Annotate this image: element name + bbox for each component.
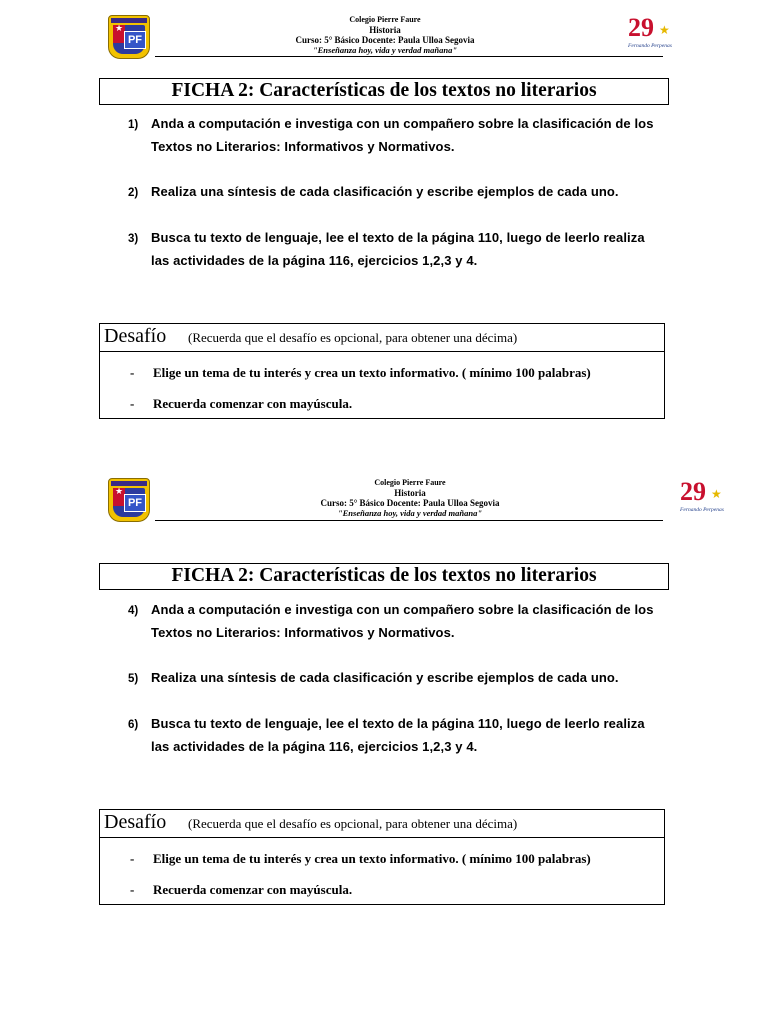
item-number: 4) xyxy=(128,605,139,617)
svg-text:★: ★ xyxy=(711,487,722,501)
item-text: Busca tu texto de lenguaje, lee el texto de la página 110, luego de leerlo realiza las actividades de la página 116, ejercicios 1,2,3 y 4. xyxy=(151,230,645,268)
subject: Historia xyxy=(394,488,426,498)
school-crest-logo: ★ PF xyxy=(108,478,150,522)
item-number: 1) xyxy=(128,119,139,131)
anniversary-number: 29 xyxy=(680,477,706,506)
item-text: Anda a computación e investiga con un compañero sobre la clasificación de los Textos no Literarios: Informativos y Normativos. xyxy=(151,602,654,640)
sheet-title-1: FICHA 2: Características de los textos no literarios xyxy=(99,78,669,105)
activity-list-1 xyxy=(128,113,668,293)
subject: Historia xyxy=(369,25,401,35)
school-name: Colegio Pierre Faure xyxy=(349,15,421,24)
item-number: 2) xyxy=(128,187,139,199)
activity-list-2 xyxy=(128,599,668,779)
header-text-2 xyxy=(275,478,545,518)
crest-text: PF xyxy=(124,31,146,49)
school-name: Colegio Pierre Faure xyxy=(374,478,446,487)
desafio-header xyxy=(100,810,664,838)
header-rule-1 xyxy=(155,56,663,57)
item-text: Realiza una síntesis de cada clasificación y escribe ejemplos de cada uno. xyxy=(151,670,619,685)
anniversary-number: 29 xyxy=(628,13,654,42)
item-text: Realiza una síntesis de cada clasificación y escribe ejemplos de cada uno. xyxy=(151,184,619,199)
desafio-box-2: Desafío (Recuerda que el desafío es opcional, para obtener una décima) - Elige un tema de tu interés y crea un texto informativo. ( mínimo 100 palabras) - Recuerda comenzar con mayúscula. xyxy=(99,809,665,905)
header-rule-2 xyxy=(155,520,663,521)
motto: "Enseñanza hoy, vida y verdad mañana" xyxy=(337,508,483,518)
desafio-header xyxy=(100,324,664,352)
desafio-title: Desafío xyxy=(104,325,167,347)
desafio-box-1: Desafío (Recuerda que el desafío es opcional, para obtener una décima) - Elige un tema de tu interés y crea un texto informativo. ( mínimo 100 palabras) - Recuerda comenzar con mayúscula. xyxy=(99,323,665,419)
desafio-title: Desafío xyxy=(104,811,167,833)
school-crest-logo: ★ PF xyxy=(108,15,150,59)
anniversary-caption: Fernando Perpenas xyxy=(628,43,672,49)
item-number: 5) xyxy=(128,673,139,685)
svg-text:★: ★ xyxy=(659,23,670,37)
course-line: Curso: 5° Básico Docente: Paula Ulloa Segovia xyxy=(295,35,475,45)
motto: "Enseñanza hoy, vida y verdad mañana" xyxy=(312,45,458,55)
anniversary-caption: Fernando Perpenas xyxy=(680,507,724,513)
item-text: Anda a computación e investiga con un compañero sobre la clasificación de los Textos no Literarios: Informativos y Normativos. xyxy=(151,116,654,154)
course-line: Curso: 5° Básico Docente: Paula Ulloa Segovia xyxy=(320,498,500,508)
desafio-note: (Recuerda que el desafío es opcional, para obtener una décima) xyxy=(188,330,518,345)
item-number: 3) xyxy=(128,233,139,245)
item-number: 6) xyxy=(128,719,139,731)
desafio-note: (Recuerda que el desafío es opcional, para obtener una décima) xyxy=(188,816,518,831)
anniversary-logo xyxy=(626,12,676,52)
crest-text: PF xyxy=(124,494,146,512)
sheet-title-2: FICHA 2: Características de los textos no literarios xyxy=(99,563,669,590)
anniversary-logo xyxy=(678,476,728,516)
header-text-1 xyxy=(250,15,520,55)
item-text: Busca tu texto de lenguaje, lee el texto de la página 110, luego de leerlo realiza las actividades de la página 116, ejercicios 1,2,3 y 4. xyxy=(151,716,645,754)
